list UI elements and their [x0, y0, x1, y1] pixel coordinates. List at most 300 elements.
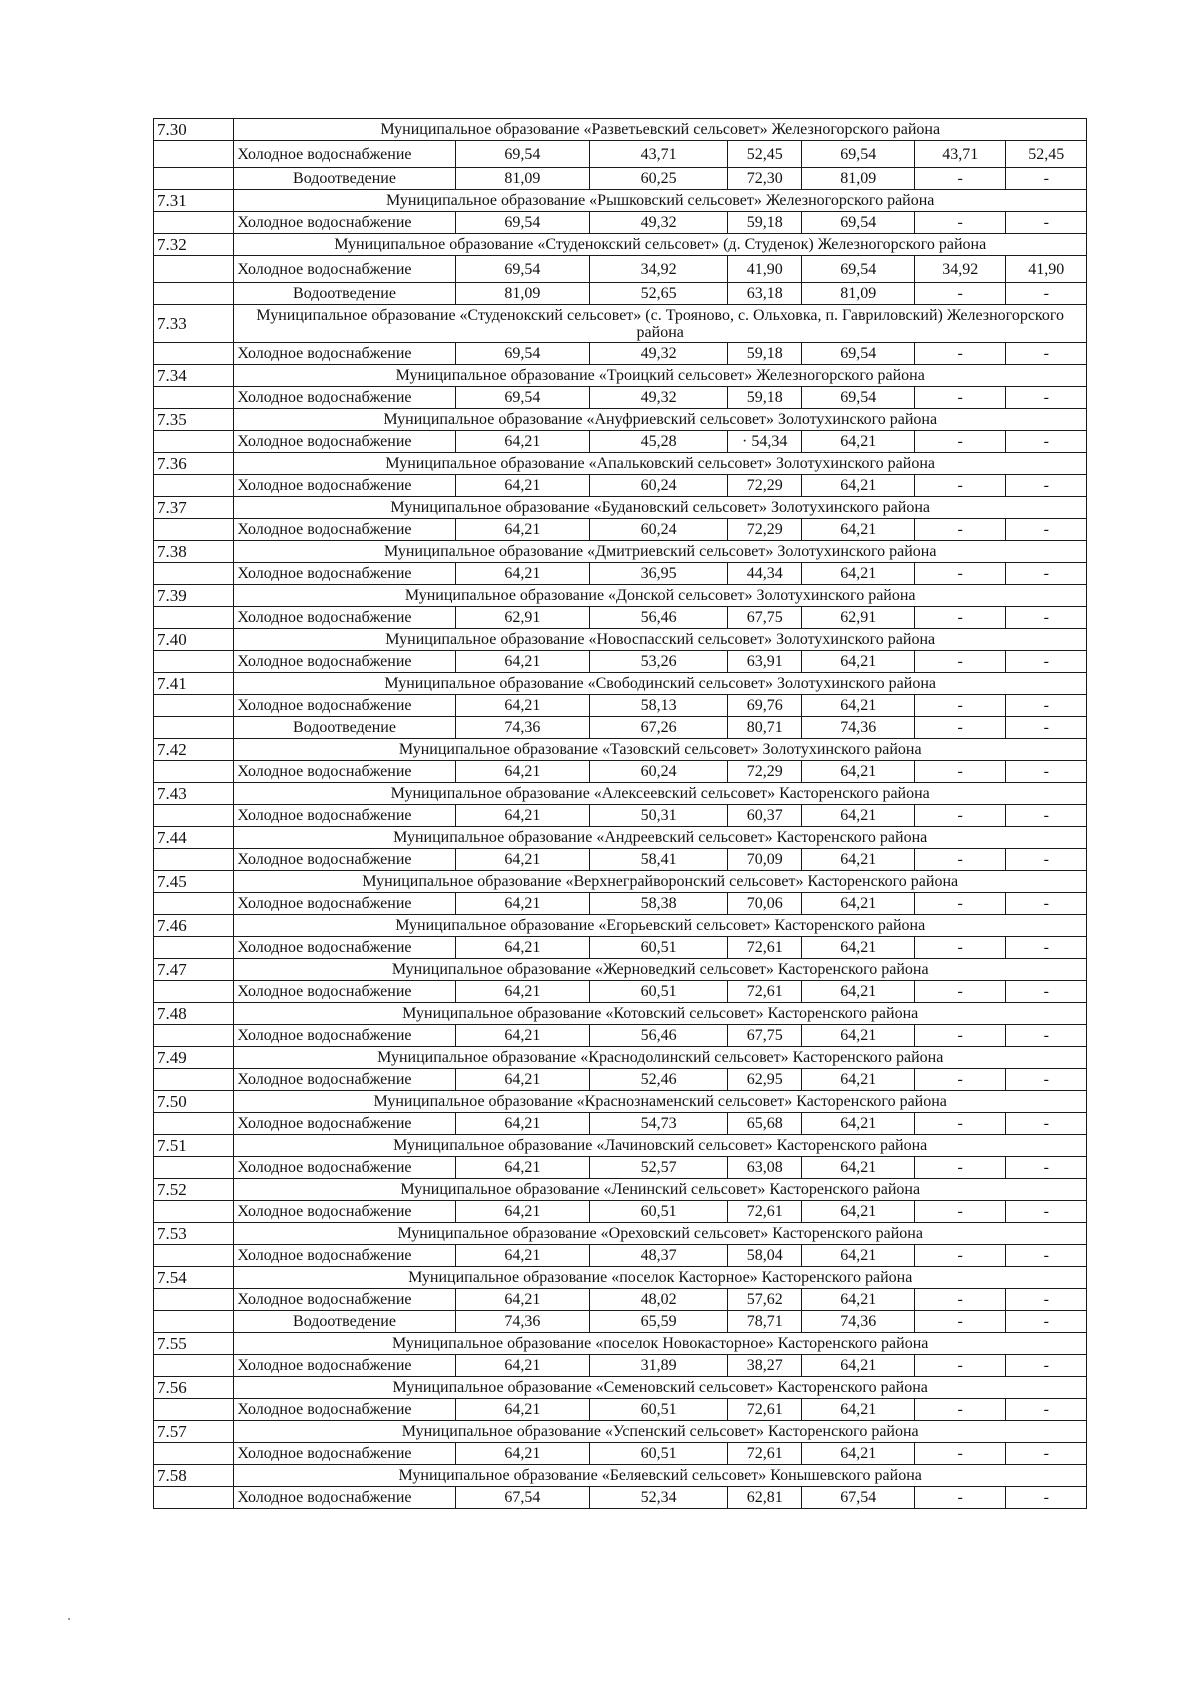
row-number-cell: [154, 1487, 234, 1509]
tariff-value: 64,21: [802, 1025, 915, 1047]
tariff-value: 52,65: [590, 283, 728, 305]
service-name: Холодное водоснабжение: [234, 141, 455, 168]
section-title: Муниципальное образование «Донской сельсовет» Золотухинского района: [234, 585, 1087, 607]
tariff-row: [154, 519, 1087, 541]
service-name: Водоотведение: [234, 168, 455, 190]
tariff-value: 31,89: [590, 1355, 728, 1377]
section-number: 7.51: [154, 1135, 234, 1157]
tariff-value: -: [914, 1157, 1005, 1179]
tariff-value: 64,21: [455, 695, 590, 717]
tariff-value: -: [914, 1399, 1005, 1421]
section-title: Муниципальное образование «Котовский сельсовет» Касторенского района: [234, 1003, 1087, 1025]
tariff-value: 64,21: [455, 1025, 590, 1047]
service-name: Холодное водоснабжение: [234, 607, 455, 629]
tariff-value: 62,95: [728, 1069, 802, 1091]
section-title: Муниципальное образование «Егорьевский сельсовет» Касторенского района: [234, 915, 1087, 937]
tariff-value: 69,54: [455, 387, 590, 409]
section-header-row: [154, 783, 1087, 805]
service-name: Холодное водоснабжение: [234, 563, 455, 585]
tariff-value: -: [1006, 563, 1087, 585]
section-header-row: [154, 871, 1087, 893]
tariff-value: 74,36: [802, 1311, 915, 1333]
tariff-value: 64,21: [802, 981, 915, 1003]
tariff-value: 64,21: [455, 563, 590, 585]
section-number: 7.39: [154, 585, 234, 607]
tariff-value: -: [914, 717, 1005, 739]
tariff-value: 72,29: [728, 761, 802, 783]
tariff-table: [153, 118, 1087, 1509]
tariff-value: 72,61: [728, 981, 802, 1003]
tariff-value: -: [914, 1355, 1005, 1377]
section-number: 7.35: [154, 409, 234, 431]
tariff-value: -: [914, 1443, 1005, 1465]
tariff-value: 64,21: [802, 651, 915, 673]
tariff-value: 44,34: [728, 563, 802, 585]
tariff-value: 70,06: [728, 893, 802, 915]
tariff-value: 64,21: [455, 1245, 590, 1267]
row-number-cell: [154, 1311, 234, 1333]
tariff-value: 59,18: [728, 343, 802, 365]
section-number: 7.54: [154, 1267, 234, 1289]
row-number-cell: [154, 805, 234, 827]
tariff-value: 64,21: [802, 475, 915, 497]
tariff-value: -: [1006, 1113, 1087, 1135]
row-number-cell: [154, 893, 234, 915]
section-header-row: [154, 1377, 1087, 1399]
section-number: 7.44: [154, 827, 234, 849]
tariff-value: -: [914, 343, 1005, 365]
tariff-value: 64,21: [802, 805, 915, 827]
section-header-row: [154, 1223, 1087, 1245]
section-number: 7.43: [154, 783, 234, 805]
section-header-row: [154, 190, 1087, 212]
section-number: 7.47: [154, 959, 234, 981]
section-title: Муниципальное образование «Краснознаменский сельсовет» Касторенского района: [234, 1091, 1087, 1113]
tariff-value: 41,90: [1006, 256, 1087, 283]
service-name: Водоотведение: [234, 1311, 455, 1333]
tariff-value: 64,21: [802, 761, 915, 783]
tariff-row: [154, 761, 1087, 783]
section-title: Муниципальное образование «Алексеевский сельсовет» Касторенского района: [234, 783, 1087, 805]
tariff-value: -: [914, 168, 1005, 190]
tariff-value: -: [1006, 1289, 1087, 1311]
tariff-row: [154, 1157, 1087, 1179]
tariff-value: 64,21: [802, 1443, 915, 1465]
tariff-value: 78,71: [728, 1311, 802, 1333]
tariff-row: [154, 1113, 1087, 1135]
tariff-value: 38,27: [728, 1355, 802, 1377]
tariff-value: 67,75: [728, 1025, 802, 1047]
row-number-cell: [154, 519, 234, 541]
section-number: 7.48: [154, 1003, 234, 1025]
section-header-row: [154, 585, 1087, 607]
tariff-value: -: [914, 893, 1005, 915]
row-number-cell: [154, 1113, 234, 1135]
section-header-row: [154, 453, 1087, 475]
tariff-table-body: [154, 119, 1087, 1509]
tariff-row: [154, 981, 1087, 1003]
section-title: Муниципальное образование «Свободинский сельсовет» Золотухинского района: [234, 673, 1087, 695]
row-number-cell: [154, 717, 234, 739]
tariff-value: -: [914, 695, 1005, 717]
tariff-value: 60,24: [590, 761, 728, 783]
section-number: 7.49: [154, 1047, 234, 1069]
section-header-row: [154, 1003, 1087, 1025]
tariff-value: -: [914, 283, 1005, 305]
row-number-cell: [154, 1289, 234, 1311]
section-header-row: [154, 1421, 1087, 1443]
tariff-row: [154, 141, 1087, 168]
tariff-value: 64,21: [455, 475, 590, 497]
tariff-value: -: [914, 1245, 1005, 1267]
tariff-value: 69,54: [802, 141, 915, 168]
tariff-value: 45,28: [590, 431, 728, 453]
row-number-cell: [154, 1069, 234, 1091]
row-number-cell: [154, 256, 234, 283]
tariff-value: 64,21: [802, 1245, 915, 1267]
row-number-cell: [154, 1245, 234, 1267]
tariff-value: -: [914, 387, 1005, 409]
tariff-value: -: [914, 1487, 1005, 1509]
tariff-value: 64,21: [455, 981, 590, 1003]
tariff-value: 64,21: [455, 1443, 590, 1465]
service-name: Холодное водоснабжение: [234, 937, 455, 959]
tariff-value: 36,95: [590, 563, 728, 585]
tariff-value: -: [1006, 283, 1087, 305]
tariff-value: 60,37: [728, 805, 802, 827]
tariff-value: -: [1006, 1355, 1087, 1377]
tariff-value: 64,21: [802, 1201, 915, 1223]
tariff-value: 56,46: [590, 1025, 728, 1047]
tariff-value: 62,91: [455, 607, 590, 629]
tariff-row: [154, 475, 1087, 497]
tariff-value: 64,21: [455, 519, 590, 541]
section-title: Муниципальное образование «Дмитриевский сельсовет» Золотухинского района: [234, 541, 1087, 563]
tariff-value: 64,21: [455, 651, 590, 673]
row-number-cell: [154, 981, 234, 1003]
tariff-row: [154, 805, 1087, 827]
tariff-value: 64,21: [455, 849, 590, 871]
section-title: Муниципальное образование «Успенский сельсовет» Касторенского района: [234, 1421, 1087, 1443]
tariff-value: 54,73: [590, 1113, 728, 1135]
section-number: 7.31: [154, 190, 234, 212]
tariff-row: [154, 563, 1087, 585]
tariff-value: 74,36: [455, 1311, 590, 1333]
row-number-cell: [154, 168, 234, 190]
tariff-value: -: [1006, 475, 1087, 497]
tariff-row: [154, 1355, 1087, 1377]
tariff-value: 59,18: [728, 212, 802, 234]
tariff-value: · 54,34: [728, 431, 802, 453]
service-name: Водоотведение: [234, 283, 455, 305]
tariff-row: [154, 431, 1087, 453]
tariff-value: 64,21: [455, 1289, 590, 1311]
tariff-value: 64,21: [455, 893, 590, 915]
section-number: 7.46: [154, 915, 234, 937]
row-number-cell: [154, 651, 234, 673]
tariff-value: -: [914, 212, 1005, 234]
service-name: Холодное водоснабжение: [234, 343, 455, 365]
service-name: Холодное водоснабжение: [234, 1399, 455, 1421]
tariff-value: 52,45: [1006, 141, 1087, 168]
tariff-value: 48,02: [590, 1289, 728, 1311]
tariff-row: [154, 849, 1087, 871]
tariff-value: 64,21: [802, 431, 915, 453]
tariff-value: 52,45: [728, 141, 802, 168]
tariff-value: 49,32: [590, 212, 728, 234]
scan-speck: [68, 1618, 70, 1620]
section-number: 7.55: [154, 1333, 234, 1355]
service-name: Холодное водоснабжение: [234, 849, 455, 871]
tariff-value: 64,21: [455, 1157, 590, 1179]
tariff-value: 69,54: [455, 212, 590, 234]
section-title: Муниципальное образование «Краснодолинский сельсовет» Касторенского района: [234, 1047, 1087, 1069]
row-number-cell: [154, 387, 234, 409]
tariff-value: 58,41: [590, 849, 728, 871]
tariff-value: 62,91: [802, 607, 915, 629]
tariff-value: 49,32: [590, 387, 728, 409]
section-header-row: [154, 915, 1087, 937]
tariff-value: -: [914, 563, 1005, 585]
section-number: 7.41: [154, 673, 234, 695]
section-title: Муниципальное образование «Студенокский сельсовет» (с. Трояново, с. Ольховка, п. Гавриловский) Железногорского района: [234, 305, 1087, 343]
service-name: Холодное водоснабжение: [234, 1069, 455, 1091]
tariff-value: 64,21: [802, 1069, 915, 1091]
row-number-cell: [154, 563, 234, 585]
section-title: Муниципальное образование «Будановский сельсовет» Золотухинского района: [234, 497, 1087, 519]
tariff-value: -: [1006, 717, 1087, 739]
tariff-value: -: [914, 1113, 1005, 1135]
tariff-value: -: [1006, 1443, 1087, 1465]
tariff-row: [154, 717, 1087, 739]
section-number: 7.42: [154, 739, 234, 761]
service-name: Холодное водоснабжение: [234, 981, 455, 1003]
service-name: Водоотведение: [234, 717, 455, 739]
tariff-value: 72,61: [728, 937, 802, 959]
service-name: Холодное водоснабжение: [234, 1443, 455, 1465]
tariff-value: 72,29: [728, 475, 802, 497]
row-number-cell: [154, 1355, 234, 1377]
service-name: Холодное водоснабжение: [234, 1025, 455, 1047]
tariff-value: -: [1006, 805, 1087, 827]
tariff-value: 64,21: [455, 1113, 590, 1135]
service-name: Холодное водоснабжение: [234, 651, 455, 673]
tariff-value: 81,09: [455, 283, 590, 305]
section-number: 7.38: [154, 541, 234, 563]
tariff-value: 64,21: [802, 695, 915, 717]
section-number: 7.53: [154, 1223, 234, 1245]
tariff-value: -: [914, 651, 1005, 673]
tariff-value: 60,24: [590, 519, 728, 541]
tariff-value: 67,26: [590, 717, 728, 739]
section-number: 7.32: [154, 234, 234, 256]
section-title: Муниципальное образование «Ануфриевский сельсовет» Золотухинского района: [234, 409, 1087, 431]
tariff-row: [154, 1399, 1087, 1421]
section-header-row: [154, 234, 1087, 256]
tariff-value: 60,51: [590, 1399, 728, 1421]
tariff-value: 64,21: [455, 1201, 590, 1223]
tariff-value: 64,21: [455, 431, 590, 453]
tariff-value: -: [914, 805, 1005, 827]
tariff-value: 80,71: [728, 717, 802, 739]
section-number: 7.33: [154, 305, 234, 343]
tariff-row: [154, 937, 1087, 959]
section-title: Муниципальное образование «Студенокский сельсовет» (д. Студенок) Железногорского района: [234, 234, 1087, 256]
tariff-value: -: [914, 1069, 1005, 1091]
tariff-value: 64,21: [802, 1289, 915, 1311]
row-number-cell: [154, 212, 234, 234]
tariff-value: 57,62: [728, 1289, 802, 1311]
tariff-value: 53,26: [590, 651, 728, 673]
row-number-cell: [154, 343, 234, 365]
service-name: Холодное водоснабжение: [234, 695, 455, 717]
section-header-row: [154, 827, 1087, 849]
row-number-cell: [154, 141, 234, 168]
service-name: Холодное водоснабжение: [234, 893, 455, 915]
tariff-value: 41,90: [728, 256, 802, 283]
tariff-value: -: [914, 1201, 1005, 1223]
tariff-row: [154, 1245, 1087, 1267]
tariff-value: -: [1006, 849, 1087, 871]
row-number-cell: [154, 607, 234, 629]
tariff-value: -: [1006, 1311, 1087, 1333]
tariff-value: -: [914, 431, 1005, 453]
tariff-value: -: [1006, 1025, 1087, 1047]
tariff-value: 81,09: [802, 283, 915, 305]
section-header-row: [154, 1091, 1087, 1113]
section-number: 7.34: [154, 365, 234, 387]
tariff-row: [154, 893, 1087, 915]
tariff-value: 81,09: [455, 168, 590, 190]
section-title: Муниципальное образование «поселок Касторное» Касторенского района: [234, 1267, 1087, 1289]
section-header-row: [154, 409, 1087, 431]
section-header-row: [154, 739, 1087, 761]
tariff-value: -: [1006, 607, 1087, 629]
section-header-row: [154, 1179, 1087, 1201]
tariff-value: 72,61: [728, 1201, 802, 1223]
tariff-row: [154, 168, 1087, 190]
tariff-value: 72,29: [728, 519, 802, 541]
section-title: Муниципальное образование «Новоспасский сельсовет» Золотухинского района: [234, 629, 1087, 651]
tariff-value: -: [914, 475, 1005, 497]
tariff-value: 69,76: [728, 695, 802, 717]
section-header-row: [154, 1333, 1087, 1355]
section-title: Муниципальное образование «поселок Новокасторное» Касторенского района: [234, 1333, 1087, 1355]
service-name: Холодное водоснабжение: [234, 805, 455, 827]
service-name: Холодное водоснабжение: [234, 1113, 455, 1135]
tariff-row: [154, 1069, 1087, 1091]
row-number-cell: [154, 475, 234, 497]
tariff-value: 60,51: [590, 937, 728, 959]
row-number-cell: [154, 1025, 234, 1047]
tariff-value: -: [1006, 1487, 1087, 1509]
section-title: Муниципальное образование «Беляевский сельсовет» Конышевского района: [234, 1465, 1087, 1487]
tariff-value: 64,21: [802, 1157, 915, 1179]
section-header-row: [154, 959, 1087, 981]
tariff-value: 43,71: [590, 141, 728, 168]
tariff-value: 69,54: [802, 212, 915, 234]
tariff-row: [154, 1201, 1087, 1223]
service-name: Холодное водоснабжение: [234, 1289, 455, 1311]
tariff-row: [154, 695, 1087, 717]
tariff-row: [154, 212, 1087, 234]
tariff-value: -: [1006, 981, 1087, 1003]
section-title: Муниципальное образование «Разветьевский сельсовет» Железногорского района: [234, 119, 1087, 141]
tariff-value: 72,61: [728, 1443, 802, 1465]
service-name: Холодное водоснабжение: [234, 1245, 455, 1267]
tariff-value: -: [1006, 937, 1087, 959]
row-number-cell: [154, 1201, 234, 1223]
tariff-value: 60,51: [590, 1443, 728, 1465]
tariff-value: -: [1006, 1399, 1087, 1421]
tariff-value: 69,54: [455, 256, 590, 283]
tariff-value: -: [914, 1025, 1005, 1047]
tariff-value: 59,18: [728, 387, 802, 409]
tariff-value: 60,51: [590, 981, 728, 1003]
tariff-value: -: [914, 981, 1005, 1003]
tariff-value: 60,25: [590, 168, 728, 190]
section-title: Муниципальное образование «Семеновский сельсовет» Касторенского района: [234, 1377, 1087, 1399]
section-title: Муниципальное образование «Ленинский сельсовет» Касторенского района: [234, 1179, 1087, 1201]
tariff-row: [154, 1025, 1087, 1047]
tariff-value: 69,54: [802, 387, 915, 409]
tariff-row: [154, 1311, 1087, 1333]
tariff-value: -: [914, 761, 1005, 783]
section-header-row: [154, 497, 1087, 519]
service-name: Холодное водоснабжение: [234, 256, 455, 283]
tariff-value: -: [1006, 212, 1087, 234]
tariff-row: [154, 256, 1087, 283]
row-number-cell: [154, 761, 234, 783]
tariff-row: [154, 283, 1087, 305]
tariff-value: 60,24: [590, 475, 728, 497]
row-number-cell: [154, 1443, 234, 1465]
tariff-value: 74,36: [802, 717, 915, 739]
section-number: 7.37: [154, 497, 234, 519]
row-number-cell: [154, 1157, 234, 1179]
tariff-value: -: [914, 607, 1005, 629]
tariff-value: -: [914, 937, 1005, 959]
service-name: Холодное водоснабжение: [234, 475, 455, 497]
section-header-row: [154, 541, 1087, 563]
tariff-value: 48,37: [590, 1245, 728, 1267]
tariff-value: 69,54: [455, 141, 590, 168]
tariff-value: 64,21: [455, 805, 590, 827]
tariff-value: 64,21: [455, 761, 590, 783]
tariff-value: 58,04: [728, 1245, 802, 1267]
tariff-value: 63,08: [728, 1157, 802, 1179]
tariff-value: -: [1006, 1069, 1087, 1091]
section-header-row: [154, 305, 1087, 343]
tariff-value: -: [1006, 1245, 1087, 1267]
tariff-value: 72,61: [728, 1399, 802, 1421]
service-name: Холодное водоснабжение: [234, 387, 455, 409]
tariff-row: [154, 1289, 1087, 1311]
tariff-value: 69,54: [802, 256, 915, 283]
tariff-value: -: [1006, 519, 1087, 541]
service-name: Холодное водоснабжение: [234, 431, 455, 453]
section-header-row: [154, 1267, 1087, 1289]
tariff-value: 64,21: [455, 1399, 590, 1421]
tariff-value: -: [914, 849, 1005, 871]
section-number: 7.57: [154, 1421, 234, 1443]
section-number: 7.40: [154, 629, 234, 651]
section-title: Муниципальное образование «Верхнеграйворонский сельсовет» Касторенского района: [234, 871, 1087, 893]
section-title: Муниципальное образование «Троицкий сельсовет» Железногорского района: [234, 365, 1087, 387]
tariff-value: -: [914, 1311, 1005, 1333]
row-number-cell: [154, 431, 234, 453]
section-number: 7.52: [154, 1179, 234, 1201]
